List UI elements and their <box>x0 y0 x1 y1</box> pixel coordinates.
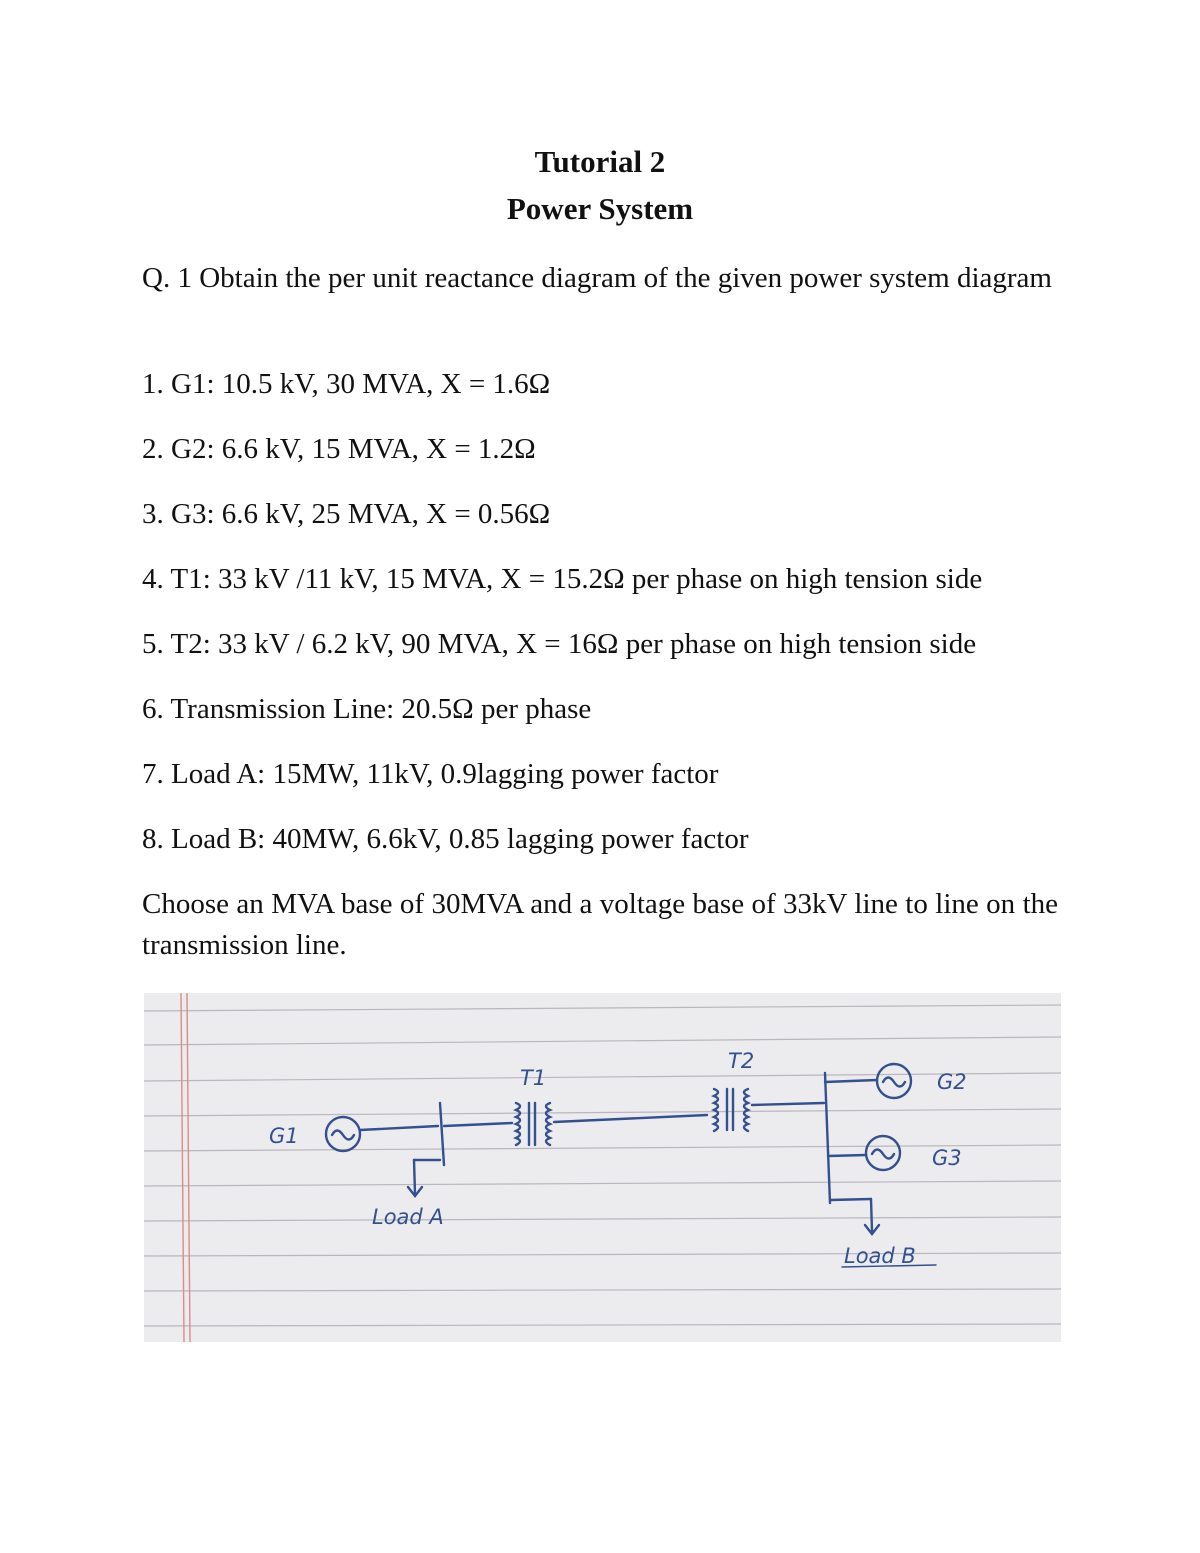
closing-text: Choose an MVA base of 30MVA and a voltage base of 33kV line to line on the transmission line. <box>142 888 1058 961</box>
transformer-t1-secondary <box>546 1103 550 1145</box>
margin-lines <box>181 993 190 1342</box>
question-text: Q. 1 Obtain the per unit reactance diagram of the given power system diagram <box>142 262 1052 294</box>
page-title: Tutorial 2 <box>534 144 666 179</box>
transformer-t2-primary <box>714 1089 718 1131</box>
label-g2: G2 <box>937 1070 967 1094</box>
item-6: 6. Transmission Line: 20.5Ω per phase <box>142 693 592 725</box>
label-t1: T1 <box>520 1066 547 1090</box>
power-system-diagram <box>144 993 1061 1342</box>
item-7: 7. Load A: 15MW, 11kV, 0.9lagging power factor <box>142 758 719 790</box>
label-load-a: Load A <box>372 1205 444 1229</box>
label-g1: G1 <box>269 1124 299 1148</box>
item-2: 2. G2: 6.6 kV, 15 MVA, X = 1.2Ω <box>142 433 536 465</box>
label-t2: T2 <box>728 1049 755 1073</box>
label-load-b: Load B <box>844 1244 916 1268</box>
label-g3: G3 <box>932 1146 962 1170</box>
item-5: 5. T2: 33 kV / 6.2 kV, 90 MVA, X = 16Ω per phase on high tension side <box>142 628 977 660</box>
page-subtitle: Power System <box>506 191 694 226</box>
item-1: 1. G1: 10.5 kV, 30 MVA, X = 1.6Ω <box>142 368 551 400</box>
circuit <box>326 1064 936 1267</box>
transformer-t1-primary <box>516 1103 520 1145</box>
ruled-lines <box>144 1005 1061 1326</box>
diagram-svg <box>144 993 1061 1342</box>
item-3: 3. G3: 6.6 kV, 25 MVA, X = 0.56Ω <box>142 498 551 530</box>
item-4: 4. T1: 33 kV /11 kV, 15 MVA, X = 15.2Ω per phase on high tension side <box>142 563 983 595</box>
item-8: 8. Load B: 40MW, 6.6kV, 0.85 lagging power factor <box>142 823 749 855</box>
transformer-t2-secondary <box>744 1089 748 1131</box>
